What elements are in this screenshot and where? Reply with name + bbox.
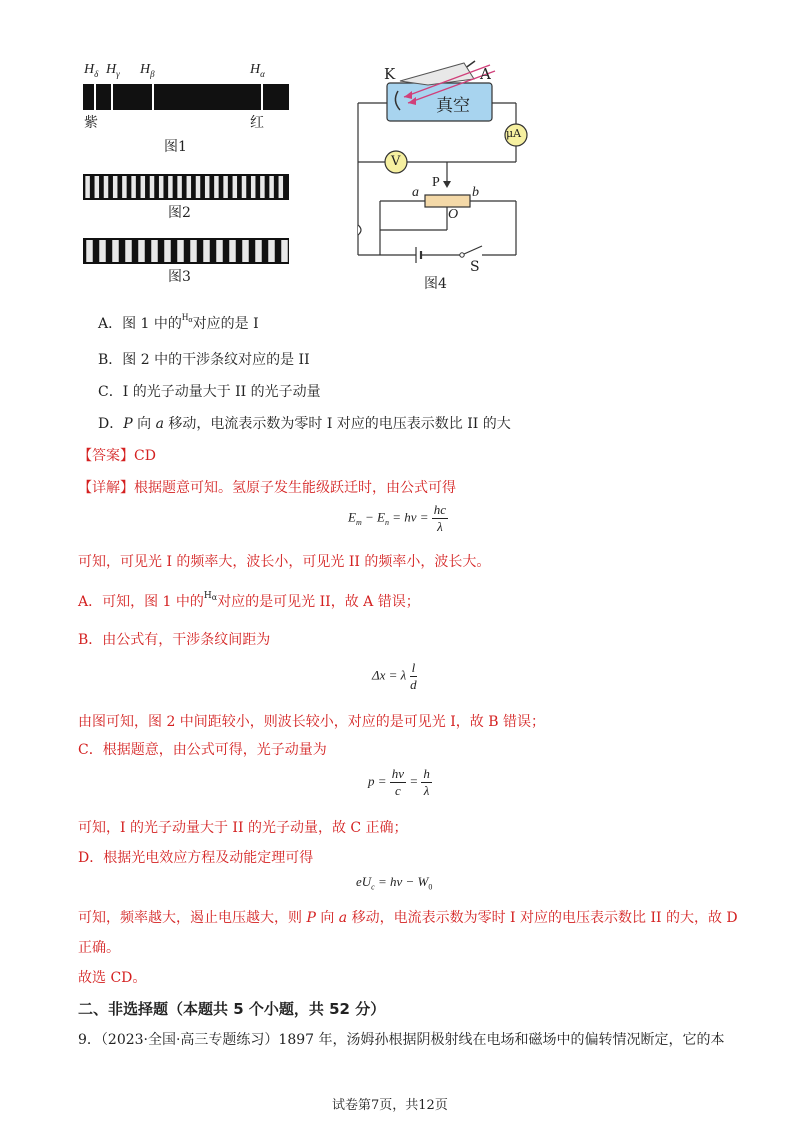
fig1-label-h-beta: $H_\beta$: [140, 62, 155, 79]
fringe-stripe: [138, 240, 145, 262]
fig4-label-a: A: [480, 65, 491, 83]
fig3-fringes: [83, 238, 289, 264]
fringe-stripe: [99, 240, 106, 262]
fig1-red-label: 红: [250, 115, 264, 131]
question-9: 9．（2023·全国·高三专题练习）1897 年，汤姆孙根据阴极射线在电场和磁场中的偏转情况断定，它的本: [78, 1032, 725, 1048]
fig4-label-k: K: [384, 65, 396, 83]
fringe-stripe: [151, 240, 158, 262]
explanation-line-2: 可知，可见光 I 的频率大，波长小，可见光 II 的频率小，波长大。: [78, 554, 491, 570]
fringe-stripe: [164, 240, 171, 262]
answer-label: 【答案】: [78, 448, 134, 464]
option-b: B．图 2 中的干涉条纹对应的是 II: [98, 352, 310, 368]
fig4-label-a-end: a: [412, 185, 419, 200]
figure-3: [80, 236, 295, 291]
fig4-microammeter-label: μA: [506, 127, 522, 140]
fig2-caption: 图2: [168, 205, 191, 221]
fig4-caption: 图4: [424, 276, 447, 292]
fringe-stripe: [141, 176, 146, 198]
fig1-label-h-alpha: $H_\alpha$: [250, 62, 265, 79]
figure-1: [80, 60, 295, 160]
fig3-caption: 图3: [168, 269, 191, 285]
fringe-stripe: [268, 240, 275, 262]
fringe-stripe: [159, 176, 164, 198]
fig1-spectrum-bar: [83, 84, 289, 110]
fringe-stripe: [214, 176, 219, 198]
fringe-stripe: [86, 240, 93, 262]
fringe-stripe: [125, 240, 132, 262]
fringe-stripe: [95, 176, 100, 198]
fringe-stripe: [255, 240, 262, 262]
fringe-stripe: [251, 176, 256, 198]
explanation-option-a: A．可知，图 1 中的$^H_\alpha$对应的是可见光 II，故 A 错误；: [78, 591, 420, 610]
explanation-option-b-2: 由图可知，图 2 中间距较小，则波长较小，对应的是可见光 I，故 B 错误；: [78, 714, 545, 730]
fringe-stripe: [281, 240, 288, 262]
option-a: A．图 1 中的$^H_\alpha$对应的是 I: [98, 312, 259, 332]
equation-photon-momentum: p = $\frac{h\nu}{c}$ = $\frac{h}{\lambda}$: [368, 766, 430, 798]
fringe-stripe: [205, 176, 210, 198]
fringe-stripe: [223, 176, 228, 198]
explanation-option-c-2: 可知，I 的光子动量大于 II 的光子动量，故 C 正确；: [78, 820, 408, 836]
fringe-stripe: [150, 176, 155, 198]
fringe-stripe: [113, 176, 118, 198]
fig4-voltmeter-label: V: [391, 154, 401, 169]
fringe-stripe: [131, 176, 136, 198]
section-2-heading: 二、非选择题（本题共 5 个小题，共 52 分）: [78, 1000, 386, 1018]
explanation-conclusion: 故选 CD。: [78, 970, 147, 986]
fringe-stripe: [168, 176, 173, 198]
fig1-violet-label: 紫: [84, 115, 98, 131]
equation-photoelectric: $eU_c = h\nu - W_0$: [356, 874, 433, 892]
explanation-option-d: D．根据光电效应方程及动能定理可得: [78, 850, 314, 866]
fig4-circuit: [340, 55, 540, 270]
fig1-label-h-delta: $H_\delta$: [84, 62, 99, 79]
fringe-stripe: [242, 176, 247, 198]
fig2-fringes: [83, 174, 289, 200]
fringe-stripe: [187, 176, 192, 198]
fringe-stripe: [177, 240, 184, 262]
fig1-label-h-gamma: $H_\gamma$: [106, 62, 120, 79]
answer-value: CD: [134, 448, 156, 464]
fringe-stripe: [260, 176, 265, 198]
fig1-caption: 图1: [164, 139, 187, 155]
fringe-stripe: [216, 240, 223, 262]
fringe-stripe: [279, 176, 284, 198]
fringe-stripe: [229, 240, 236, 262]
fig4-label-s: S: [470, 259, 480, 275]
fig4-label-p: P: [432, 175, 440, 190]
explanation-label: 【详解】: [78, 480, 134, 496]
equation-energy-levels: $E_m - E_n = h\nu$ = $\frac{hc}{\lambda}$: [348, 502, 447, 534]
explanation-option-c: C．根据题意，由公式可得，光子动量为: [78, 742, 327, 758]
explanation-option-b: B．由公式有，干涉条纹间距为: [78, 632, 271, 648]
fringe-stripe: [233, 176, 238, 198]
fringe-stripe: [104, 176, 109, 198]
fringe-stripe: [122, 176, 127, 198]
fig4-label-b-end: b: [472, 185, 479, 200]
fringe-stripe: [196, 176, 201, 198]
equation-fringe-spacing: Δx = λ $\frac{l}{d}$: [372, 660, 417, 692]
explanation-intro: 【详解】根据题意可知。氢原子发生能级跃迁时，由公式可得: [78, 480, 456, 496]
fringe-stripe: [203, 240, 210, 262]
fringe-stripe: [190, 240, 197, 262]
fig4-vacuum-label: 真空: [436, 96, 470, 116]
fig4-label-o: O: [448, 207, 459, 222]
figure-4: [340, 55, 540, 295]
fringe-stripe: [85, 176, 90, 198]
explanation-option-d-2: 可知，频率越大，遏止电压越大，则 P 向 a 移动，电流表示数为零时 I 对应的电压表示数比 II 的大，故 D: [78, 910, 738, 926]
option-c: C．I 的光子动量大于 II 的光子动量: [98, 384, 321, 400]
figure-2: [80, 172, 295, 227]
fringe-stripe: [242, 240, 249, 262]
explanation-option-d-3: 正确。: [78, 940, 120, 956]
fringe-stripe: [112, 240, 119, 262]
fringe-stripe: [177, 176, 182, 198]
page-footer: 试卷第7页，共12页: [332, 1098, 448, 1113]
fringe-stripe: [269, 176, 274, 198]
option-d: D．P 向 a 移动，电流表示数为零时 I 对应的电压表示数比 II 的大: [98, 416, 511, 432]
answer-line: [78, 446, 156, 466]
